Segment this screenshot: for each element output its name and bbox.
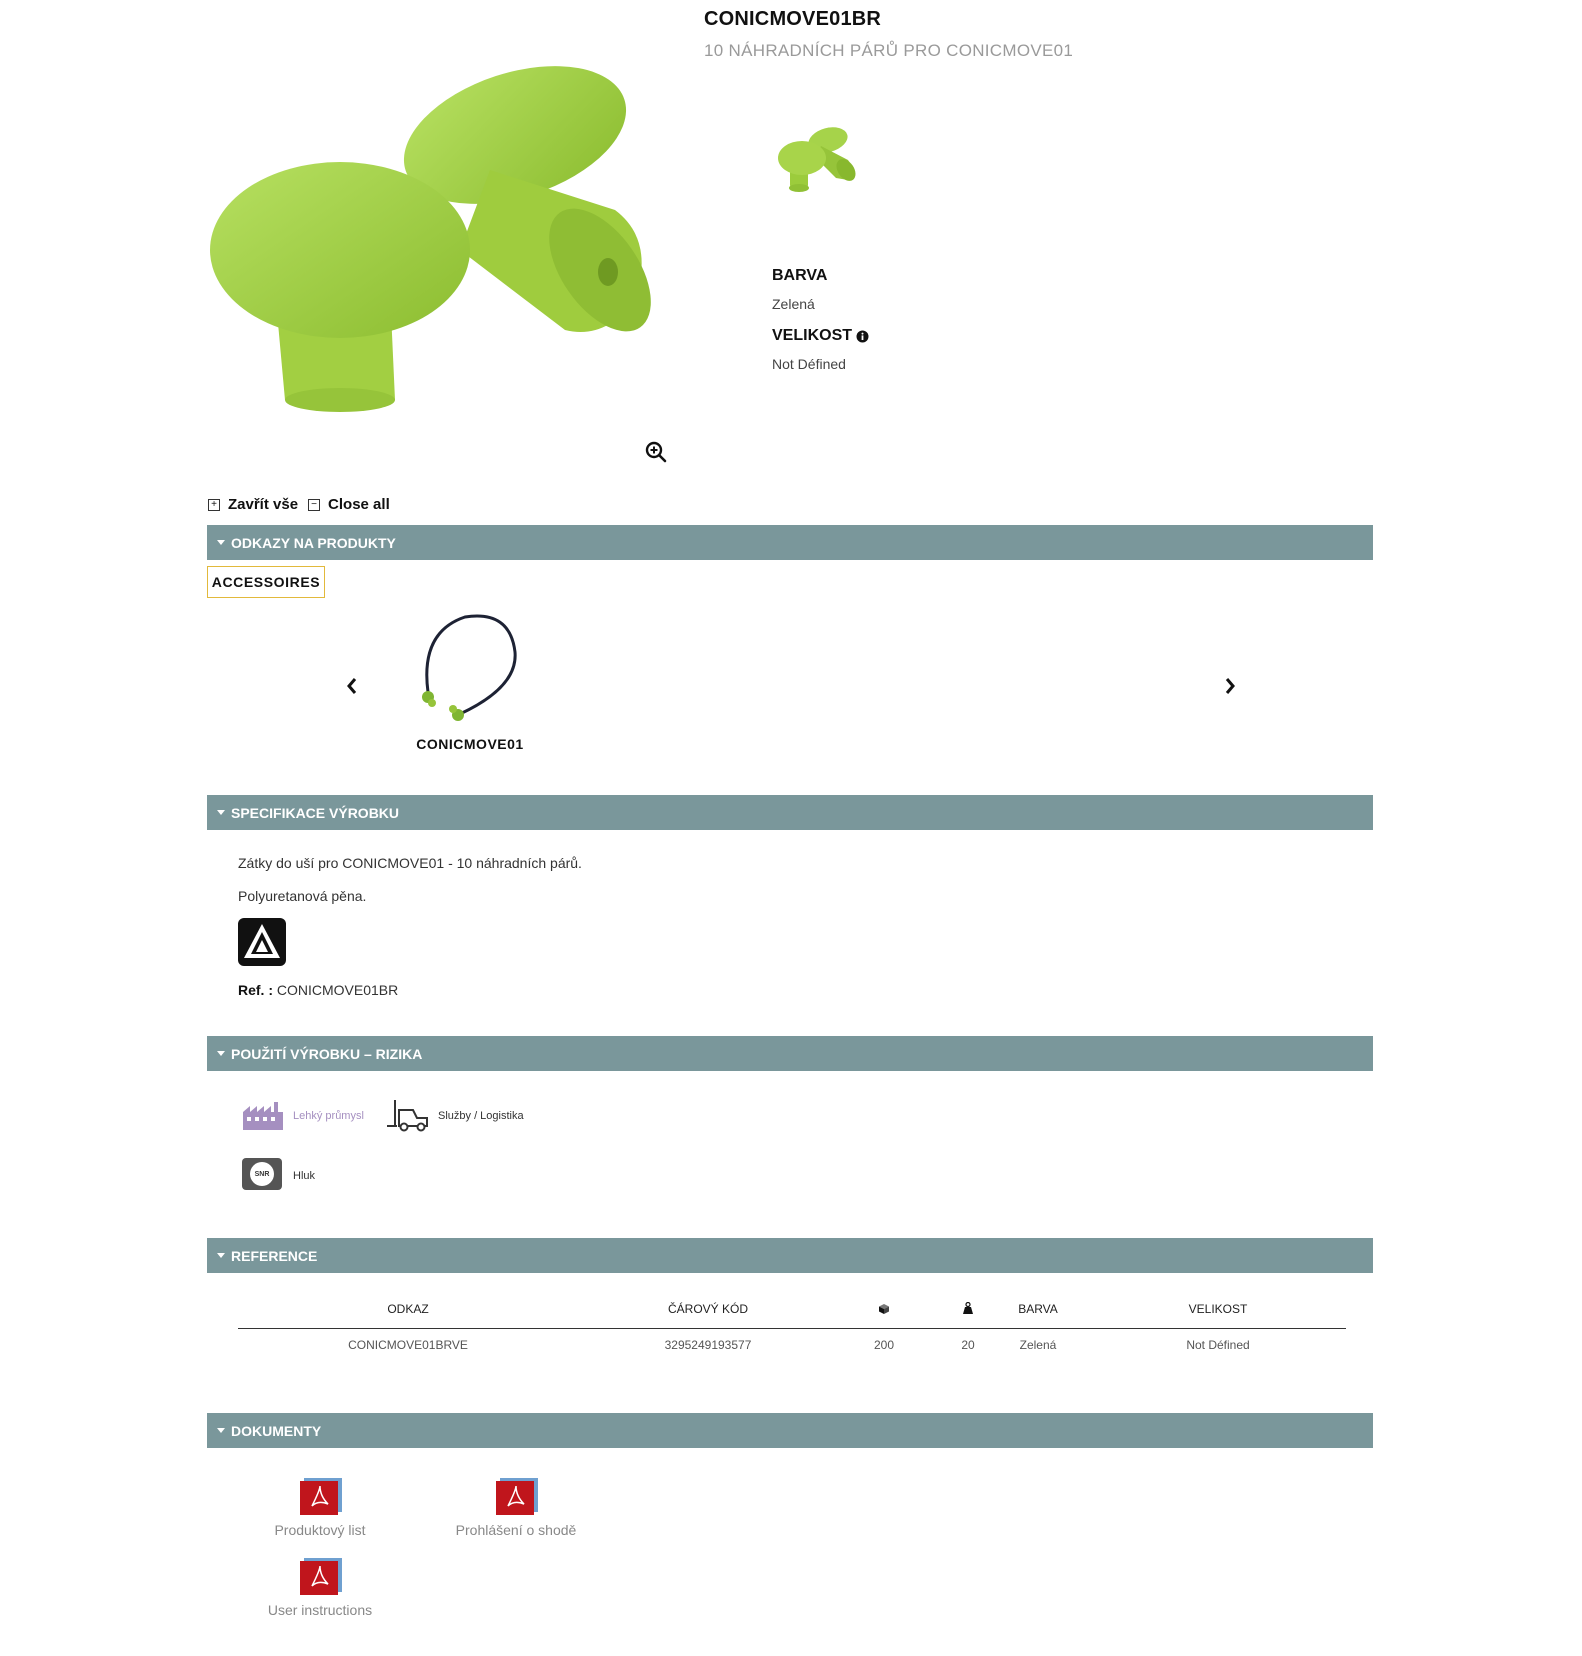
document-label: User instructions [267,1602,373,1618]
document-item[interactable] [436,1476,596,1538]
chevron-right-icon[interactable] [1223,676,1237,696]
expand-all-label: Zavřít vše [228,496,299,513]
caret-down-icon [217,1051,225,1056]
zoom-in-icon[interactable] [644,440,668,464]
col-header-color: BARVA [1018,1302,1058,1316]
accessory-image[interactable] [410,612,530,727]
product-title: CONICMOVE01BR [704,8,882,30]
section-header-usage[interactable] [207,1036,1373,1071]
section-title: DOKUMENTY [231,1422,322,1439]
close-all-toggle[interactable] [308,496,390,513]
forklift-icon [387,1098,431,1132]
document-item[interactable] [250,1556,390,1618]
cell-weight-qty: 20 [961,1338,975,1352]
color-label: BARVA [772,267,828,284]
plus-square-icon: + [208,499,220,511]
spec-line-1: Zátky do uší pro CONICMOVE01 - 10 náhradních párů. [238,855,582,871]
section-header-reference[interactable] [207,1238,1373,1273]
color-value: Zelená [772,296,815,312]
weight-icon [962,1302,974,1315]
size-label: VELIKOST [772,327,853,344]
section-title: ODKAZY NA PRODUKTY [231,534,396,551]
size-value: Not Défined [772,356,846,372]
chevron-left-icon[interactable] [345,676,359,696]
col-header-size: VELIKOST [1188,1302,1248,1316]
usage-item-noise: Hluk [293,1170,316,1182]
cell-color: Zelená [1019,1338,1057,1352]
col-header-barcode: ČÁROVÝ KÓD [667,1302,748,1316]
pdf-icon [296,1556,344,1596]
caret-down-icon [217,540,225,545]
cell-size: Not Défined [1186,1338,1250,1352]
pdf-icon [492,1476,540,1516]
size-label-row [772,327,869,345]
product-subtitle: 10 NÁHRADNÍCH PÁRŮ PRO CONICMOVE01 [704,41,1074,60]
cell-ref: CONICMOVE01BRVE [348,1338,468,1352]
caret-down-icon [217,1428,225,1433]
tab-accessoires[interactable]: ACCESSOIRES [207,566,325,598]
section-header-documents[interactable] [207,1413,1373,1448]
cell-barcode: 3295249193577 [664,1338,752,1352]
brand-logo-icon [238,918,286,966]
section-title: POUŽITÍ VÝROBKU – RIZIKA [231,1045,423,1062]
section-header-spec[interactable] [207,795,1373,830]
section-header-links[interactable] [207,525,1373,560]
minus-square-icon: − [308,499,320,511]
product-thumbnail[interactable] [766,118,866,208]
expand-collapse-controls [208,496,390,513]
document-label: Produktový list [274,1522,366,1538]
usage-item-logistics: Služby / Logistika [438,1110,524,1122]
noise-icon [242,1158,282,1190]
usage-item-light-industry: Lehký průmysl [293,1110,364,1122]
noise-badge: SNR [250,1162,274,1186]
box-icon [878,1303,890,1315]
pdf-icon [296,1476,344,1516]
spec-line-2: Polyuretanová pěna. [238,888,367,904]
reference-table-header [238,1298,1346,1329]
factory-icon [242,1100,284,1132]
ref-label: Ref. : [238,982,273,998]
expand-all-toggle[interactable] [208,496,298,513]
col-header-ref: ODKAZ [387,1302,429,1316]
section-title: REFERENCE [231,1247,318,1264]
accessory-label[interactable]: CONICMOVE01 [416,736,524,752]
info-icon[interactable] [856,330,869,343]
spec-reference [238,982,398,998]
section-title: SPECIFIKACE VÝROBKU [231,804,400,821]
ref-value: CONICMOVE01BR [276,982,399,998]
document-item[interactable] [250,1476,390,1538]
close-all-label: Close all [328,496,390,513]
product-main-image[interactable] [205,40,680,440]
document-label: Prohlášení o shodě [455,1522,577,1538]
cell-box-qty: 200 [873,1338,895,1352]
caret-down-icon [217,1253,225,1258]
table-row [238,1338,1346,1362]
caret-down-icon [217,810,225,815]
